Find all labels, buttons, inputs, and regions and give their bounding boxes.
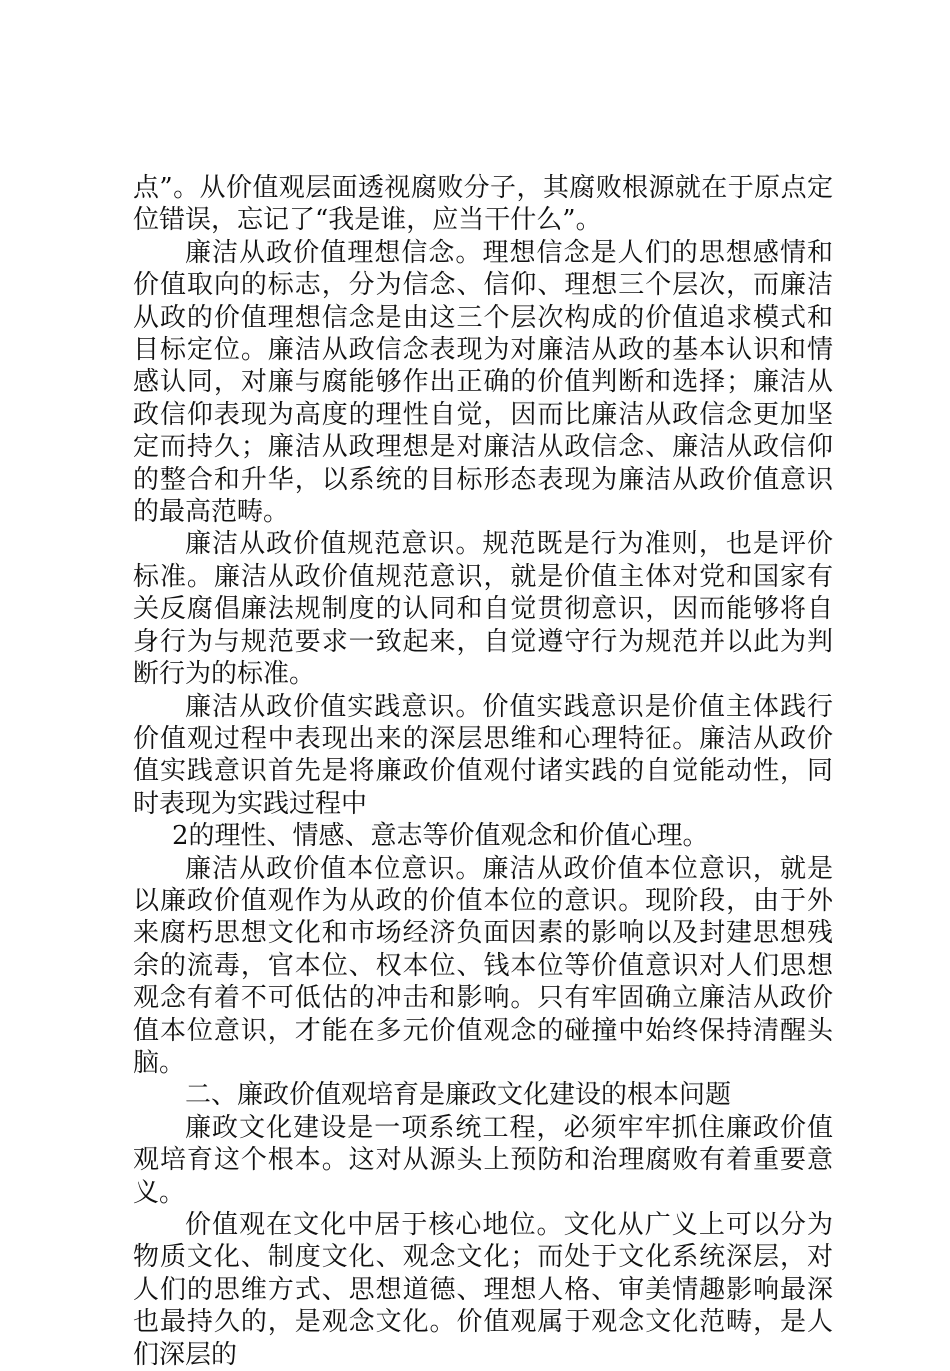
paragraph-ideal-belief: 廉洁从政价值理想信念。理想信念是人们的思想感情和价值取向的标志，分为信念、信仰、理想三个层次，而廉洁从政的价值理想信念是由这三个层次构成的价值追求模式和目标定位。廉洁从政信念表现为对廉洁从政的基本认识和情感认同，对廉与腐能够作出正确的价值判断和选择；廉洁从政信仰表现为高度的理性自觉，因而比廉洁从政信念更加坚定而持久；廉洁从政理想是对廉洁从政信念、廉洁从政信仰的整合和升华，以系统的目标形态表现为廉洁从政价值意识的最高范畴。 <box>133 237 833 528</box>
section-heading-2: 二、廉政价值观培育是廉政文化建设的根本问题 <box>185 1080 732 1111</box>
paragraph-norm-awareness: 廉洁从政价值规范意识。规范既是行为准则，也是评价标准。廉洁从政价值规范意识，就是价值主体对党和国家有关反腐倡廉法规制度的认同和自觉贯彻意识，因而能够将自身行为与规范要求一致起来，自觉遵守行为规范并以此为判断行为的标准。 <box>133 529 833 690</box>
paragraph-continuation: 点”。从价值观层面透视腐败分子，其腐败根源就在于原点定位错误，忘记了“我是谁，应当干什么”。 <box>133 173 833 236</box>
paragraph-system-engineering: 廉政文化建设是一项系统工程，必须牢牢抓住廉政价值观培育这个根本。这对从源头上预防和治理腐败有着重要意义。 <box>133 1112 833 1208</box>
paragraph-core-position: 价值观在文化中居于核心地位。文化从广义上可以分为物质文化、制度文化、观念文化；而处于文化系统深层，对人们的思维方式、思想道德、理想人格、审美情趣影响最深也最持久的，是观念文化。价值观属于观念文化范畴，是人们深层的 <box>133 1210 833 1370</box>
paragraph-standard-awareness: 廉洁从政价值本位意识。廉洁从政价值本位意识，就是以廉政价值观作为从政的价值本位的意识。现阶段，由于外来腐朽思想文化和市场经济负面因素的影响以及封建思想残余的流毒，官本位、权本位、钱本位等价值意识对人们思想观念有着不可低估的冲击和影响。只有牢固确立廉洁从政价值本位意识，才能在多元价值观念的碰撞中始终保持清醒头脑。 <box>133 853 833 1078</box>
document-body <box>133 172 833 1371</box>
paragraph-practice-awareness: 廉洁从政价值实践意识。价值实践意识是价值主体践行价值观过程中表现出来的深层思维和心理特征。廉洁从政价值实践意识首先是将廉政价值观付诸实践的自觉能动性，同时表现为实践过程中 <box>133 691 833 819</box>
paragraph-page-break-fragment: 2的理性、情感、意志等价值观念和价值心理。 <box>172 821 709 852</box>
